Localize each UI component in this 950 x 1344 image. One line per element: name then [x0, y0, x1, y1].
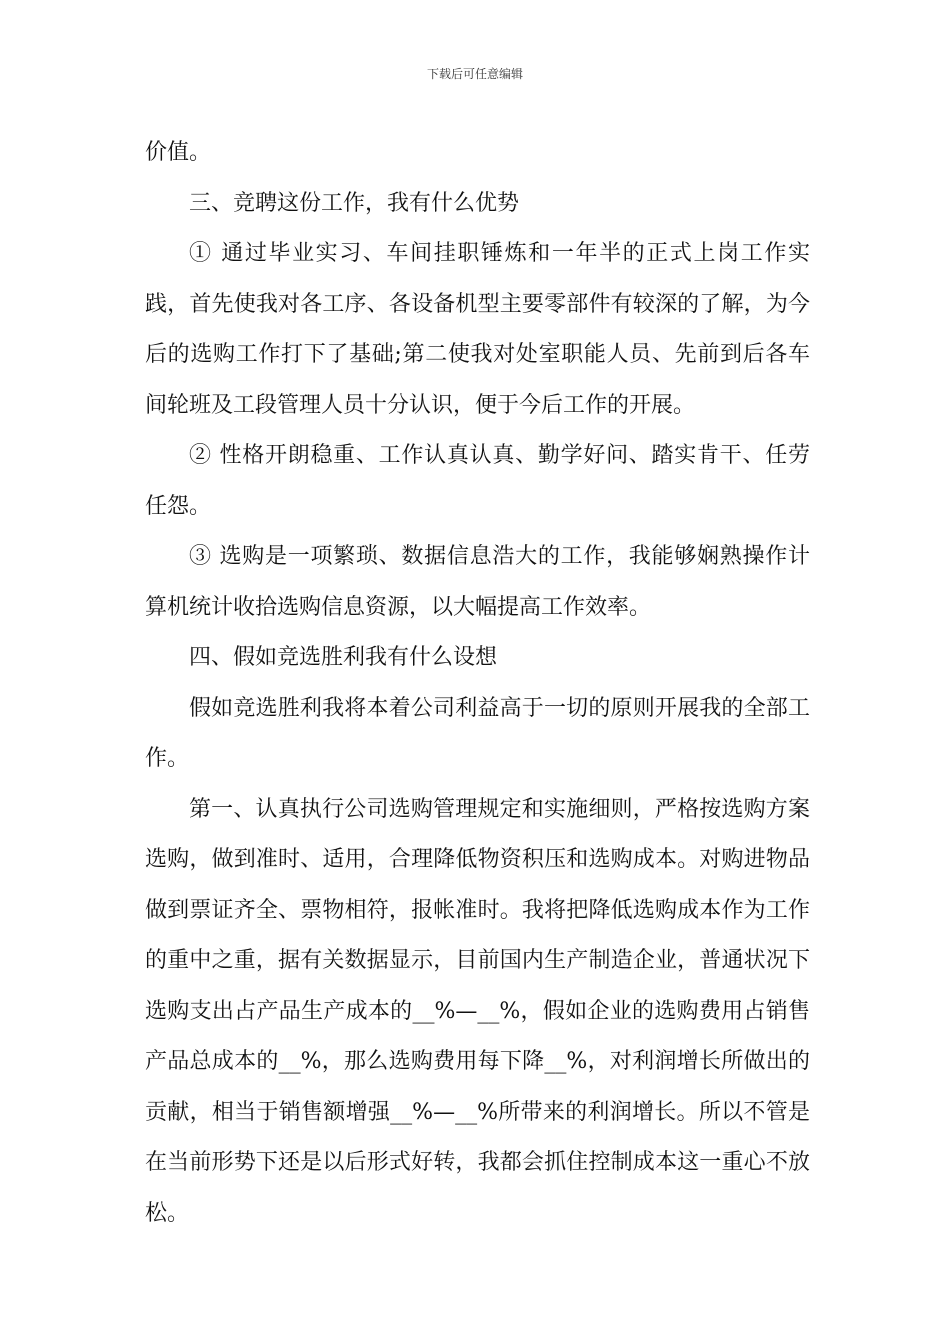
page-header-note: 下载后可任意编辑: [426, 67, 523, 81]
paragraph-advantage-1: ① 通过毕业实习、车间挂职锤炼和一年半的正式上岗工作实践，首先使我对各工序、各设备机型主要零部件有较深的了解，为今后的选购工作打下了基础;第二使我对处室职能人员、先前到后各车间轮班及工段管理人员十分认识，便于今后工作的开展。: [145, 241, 810, 418]
paragraph-advantage-3: ③ 选购是一项繁琐、数据信息浩大的工作，我能够娴熟操作计算机统计收拾选购信息资源，以大幅提高工作效率。: [145, 544, 810, 620]
paragraph-plan-intro: 假如竞选胜利我将本着公司利益高于一切的原则开展我的全部工作。: [145, 695, 810, 771]
paragraph-continuation: 价值。: [145, 140, 212, 165]
document-body: [145, 128, 810, 1239]
paragraph-plan-first: 第一、认真执行公司选购管理规定和实施细则，严格按选购方案选购，做到准时、适用，合理降低物资积压和选购成本。对购进物品做到票证齐全、票物相符，报帐准时。我将把降低选购成本作为工作的重中之重，据有关数据显示，目前国内生产制造企业，普通状况下选购支出占产品生产成本的__%—__%，假如企业的选购费用占销售产品总成本的__%，那么选购费用每下降__%，对利润增长所做出的贡献，相当于销售额增强__%—__%所带来的利润增长。所以不管是在当前形势下还是以后形式好转，我都会抓住控制成本这一重心不放松。: [145, 796, 810, 1226]
section-heading-plans: 四、假如竞选胜利我有什么设想: [189, 645, 498, 670]
section-heading-advantages: 三、竞聘这份工作，我有什么优势: [189, 190, 520, 216]
paragraph-advantage-2: ② 性格开朗稳重、工作认真认真、勤学好问、踏实肯干、任劳任怨。: [145, 443, 810, 519]
